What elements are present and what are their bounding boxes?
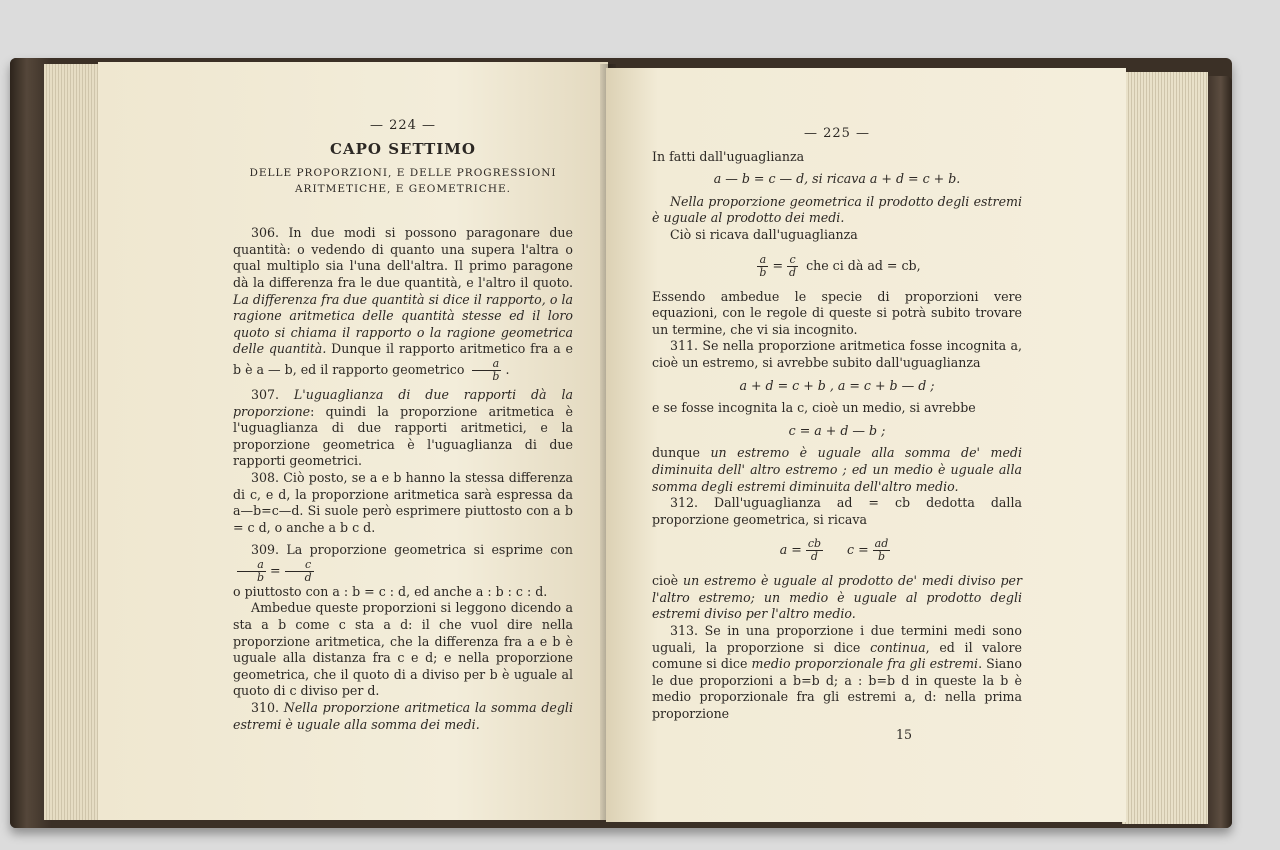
- formula-1: a — b = c — d, si ricava a + d = c + b.: [713, 171, 961, 187]
- formula-2: $\frac{a}{b}$ = $\frac{c}{d}$ che ci dà ad = cb,: [759, 252, 921, 279]
- paragraph-312: 312. Dall'uguaglianza ad = cb dedotta dalla proporzione geometrica, si ricava: [652, 495, 1022, 527]
- paragraph-306: 306. In due modi si possono paragonare due quantità: o vedendo di quanto una supera l'altra o qual multiplo sia l'una dell'altra. Il primo paragone dà la differenza fra le due quantità, e l'altro il quoto. La differenza fra due quantità si dice il rapporto, o la ragione aritmetica delle quantità stesse ed il loro quoto si chiama il rapporto o la ragione geometrica delle quantità. Dunque il rapporto aritmetico fra a e b è a — b, ed il rapporto geometrico $\frac{a}{b}$ .: [233, 225, 573, 383]
- formula-4: c = a + d — b ;: [788, 422, 886, 438]
- line-medio: e se fosse incognita la c, cioè un medio, si avrebbe: [652, 400, 976, 416]
- paragraph-308: 308. Ciò posto, se a e b hanno la stessa differenza di c, e d, la proporzione aritmetica sarà espressa da a—b=c—d. Si suole però esprimere piuttosto con a b = c d, o anche a b c d.: [233, 469, 573, 535]
- paragraph-313: 313. Se in una proporzione i due termini medi sono uguali, la proporzione si dice continua, ed il valore comune si dice medio proporzionale fra gli estremi. Siano le due proporzioni a b=b d; a : b=b d in queste la b è medio proporzionale fra gli estremi a, d: nella prima proporzione: [652, 623, 1022, 722]
- fraction: $\frac{c}{d}$: [285, 559, 314, 584]
- paragraph-311: 311. Se nella proporzione aritmetica fosse incognita a, cioè un estremo, si avrebbe subito dall'uguaglianza: [652, 338, 1022, 370]
- page-edges-right: [1122, 72, 1208, 824]
- paragraph-dunque: dunque un estremo è uguale alla somma de' medi diminuita dell' altro estremo ; ed un medio è uguale alla somma degli estremi diminuita dell'altro medio.: [652, 445, 1022, 494]
- page-number: — 225 —: [803, 126, 871, 141]
- chapter-subtitle-1: DELLE PROPORZIONI, E DELLE PROGRESSIONI: [249, 167, 557, 180]
- paragraph-307: 307. L'uguaglianza di due rapporti dà la proporzione: quindi la proporzione aritmetica è l'uguaglianza di due rapporti aritmetici, e la proporzione geometrica è l'uguaglianza di due rapporti geometrici.: [233, 386, 573, 469]
- page-number: — 224 —: [369, 118, 437, 133]
- paragraph-cioe: cioè un estremo è uguale al prodotto de' medi diviso per l'altro estremo; un medio è uguale al prodotto degli estremi diviso per l'altro medio.: [652, 573, 1022, 622]
- fraction: $\frac{a}{b}$: [237, 559, 266, 584]
- line-intro: In fatti dall'uguaglianza: [652, 148, 805, 164]
- line-derive: Ciò si ricava dall'uguaglianza: [670, 226, 858, 242]
- paragraph-309-b: o piuttosto con a : b = c : d, ed anche a : b : c : d.: [233, 583, 548, 599]
- left-page-text: [233, 118, 573, 733]
- paragraph-310: 310. Nella proporzione aritmetica la somma degli estremi è uguale alla somma dei medi.: [233, 700, 573, 732]
- open-book: [10, 58, 1232, 828]
- paragraph-equations: Essendo ambedue le specie di proporzioni vere equazioni, con le regole di queste si potrà subito trovare un termine, che vi sia incognito.: [652, 288, 1022, 337]
- book-cover-right: [1204, 76, 1232, 828]
- fraction: $\frac{a}{b}$: [472, 358, 501, 383]
- paragraph-309-c: Ambedue queste proporzioni si leggono dicendo a sta a b come c sta a d: il che vuol dire nella proporzione aritmetica, che la differenza fra a e b è uguale alla distanza fra c e d; e nella proporzione geometrica, che il quoto di a diviso per b è uguale al quoto di c diviso per d.: [233, 600, 573, 699]
- signature-mark: 15: [895, 726, 912, 742]
- formula-5: a = $\frac{cb}{d}$ c = $\frac{ad}{b}$: [779, 537, 889, 564]
- chapter-subtitle-2: ARITMETICHE, E GEOMETRICHE.: [294, 183, 512, 196]
- right-page-text: [652, 126, 1022, 743]
- right-page: [606, 68, 1126, 822]
- chapter-title: CAPO SETTIMO: [330, 139, 476, 158]
- formula-3: a + d = c + b , a = c + b — d ;: [739, 377, 935, 393]
- left-page: [98, 62, 608, 820]
- paragraph-309: 309. La proporzione geometrica si esprime con $\frac{a}{b}$ = $\frac{c}{d}$: [233, 542, 573, 584]
- statement-geometric: Nella proporzione geometrica il prodotto degli estremi è uguale al prodotto dei medi.: [652, 193, 1022, 226]
